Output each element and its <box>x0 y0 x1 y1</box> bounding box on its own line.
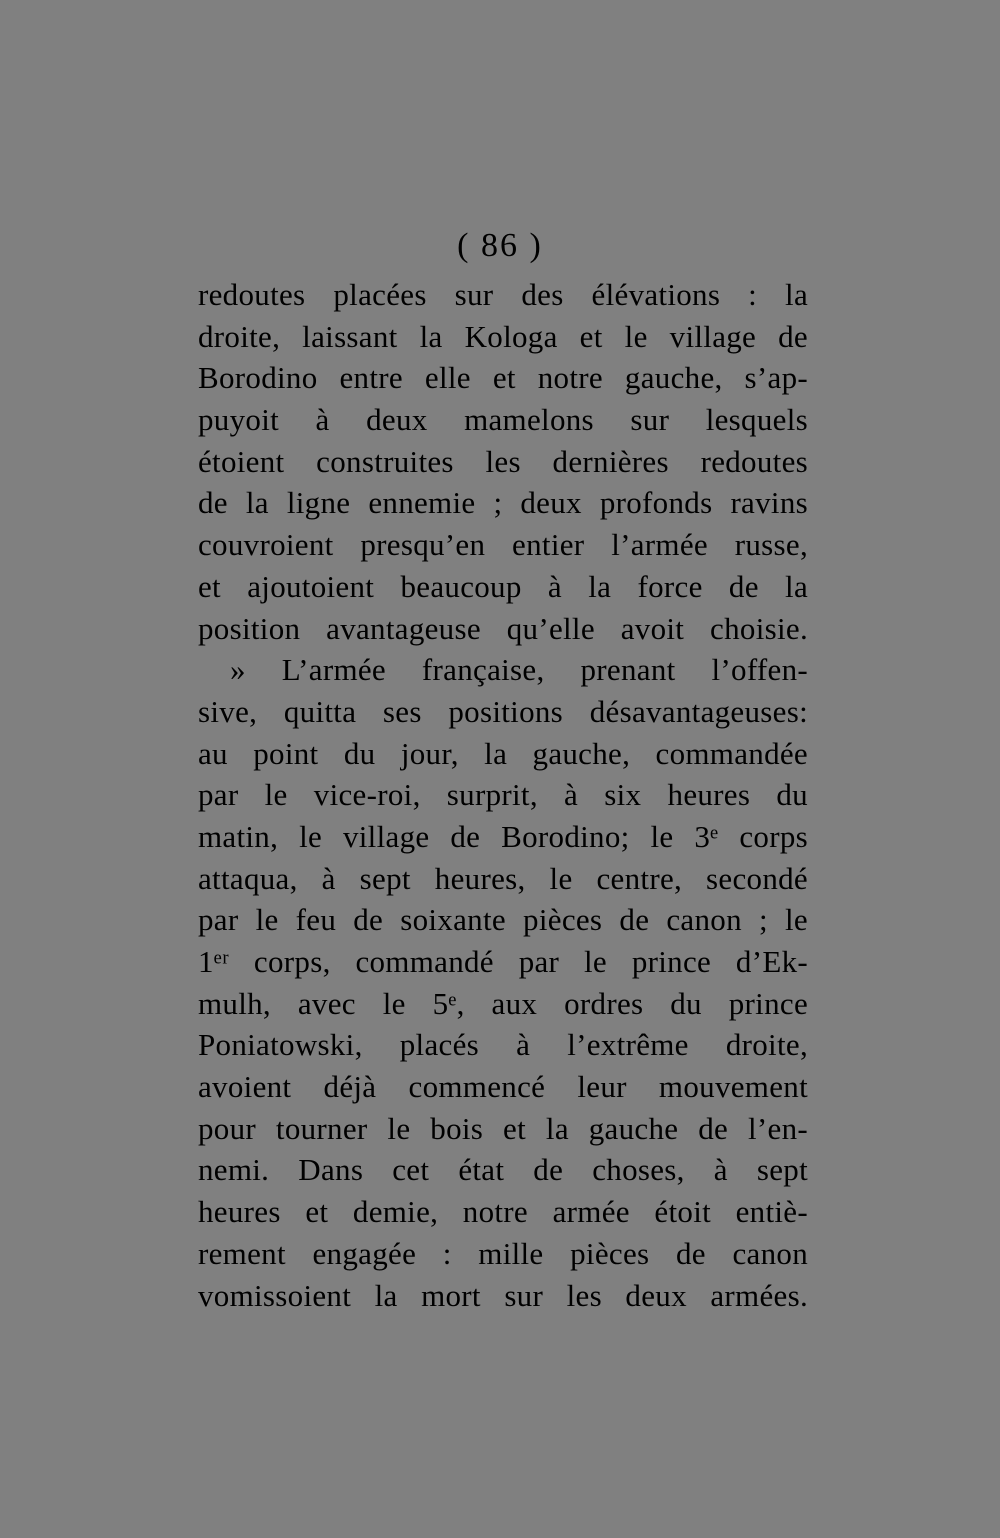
text-line: étoient construites les dernières redoutes <box>198 443 808 479</box>
text-line: matin, le village de Borodino; le 3ᵉ corps <box>198 818 808 854</box>
text-line: de la ligne ennemie ; deux profonds ravins <box>198 485 808 521</box>
text-line: et ajoutoient beaucoup à la force de la <box>198 568 808 604</box>
text-line: 1ᵉʳ corps, commandé par le prince d’Ek- <box>198 944 808 979</box>
text-line: droite, laissant la Kologa et le village de <box>198 318 808 354</box>
page-number: ( 86 ) <box>457 227 543 264</box>
text-line: mulh, avec le 5ᵉ, aux ordres du prince <box>198 985 808 1021</box>
body-text <box>198 274 808 1316</box>
text-line: heures et demie, notre armée étoit entiè- <box>198 1194 808 1230</box>
text-line: par le vice-roi, surprit, à six heures du <box>198 777 808 813</box>
text-line: Borodino entre elle et notre gauche, s’ap- <box>198 360 808 396</box>
text-line: par le feu de soixante pièces de canon ; le <box>198 902 808 938</box>
text-line: position avantageuse qu’elle avoit choisie. <box>198 610 808 646</box>
text-line: avoient déjà commencé leur mouvement <box>198 1069 808 1105</box>
text-line: » L’armée française, prenant l’offen- <box>230 652 808 688</box>
text-line: couvroient presqu’en entier l’armée russe, <box>198 527 808 563</box>
text-line: rement engagée : mille pièces de canon <box>198 1235 808 1271</box>
text-line: redoutes placées sur des élévations : la <box>198 277 808 312</box>
text-line: puyoit à deux mamelons sur lesquels <box>198 402 808 438</box>
text-line: Poniatowski, placés à l’extrême droite, <box>198 1027 808 1063</box>
text-line: sive, quitta ses positions désavantageuses: <box>198 693 808 729</box>
text-line: pour tourner le bois et la gauche de l’en- <box>198 1110 808 1146</box>
text-line: nemi. Dans cet état de choses, à sept <box>198 1152 808 1188</box>
text-line: au point du jour, la gauche, commandée <box>198 735 808 771</box>
text-line: attaqua, à sept heures, le centre, secondé <box>198 860 808 896</box>
text-line: vomissoient la mort sur les deux armées. <box>198 1277 808 1313</box>
